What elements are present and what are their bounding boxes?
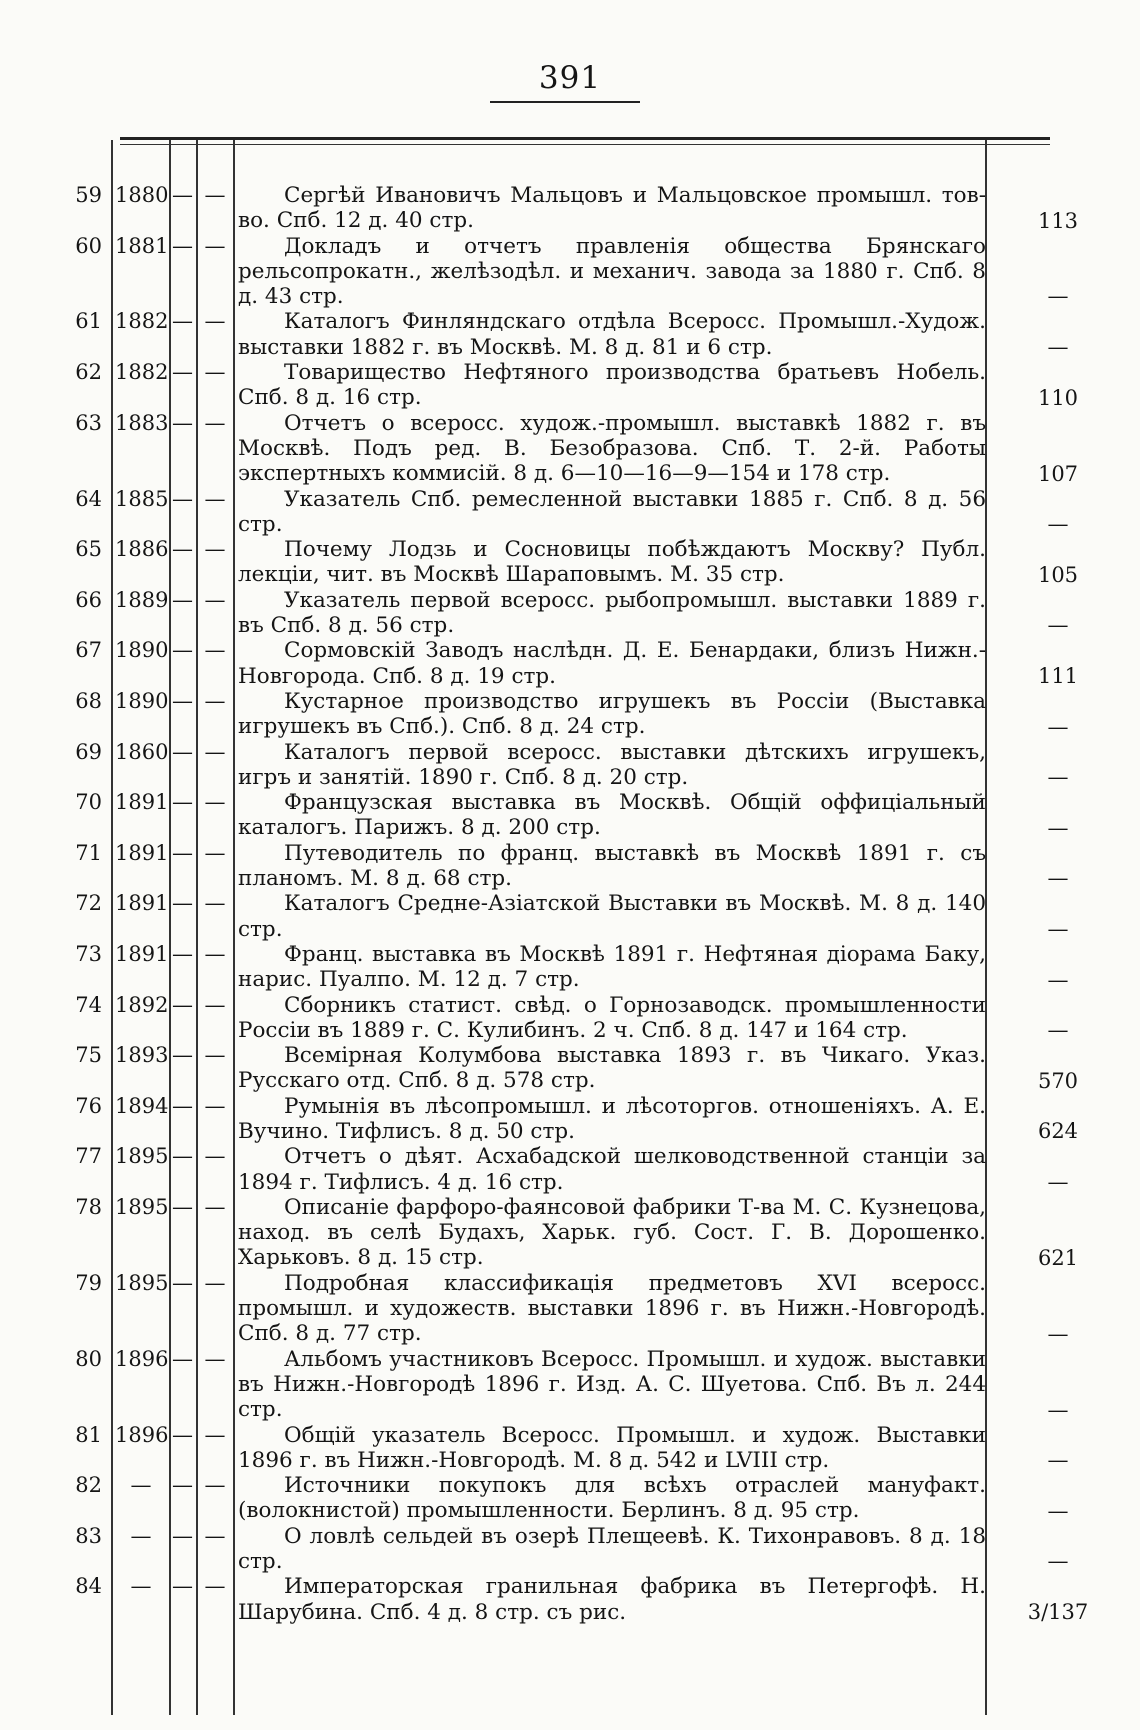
table-row bbox=[0, 993, 1140, 1044]
entry-reference: — bbox=[1047, 714, 1069, 739]
entry-number: 82 bbox=[75, 1473, 102, 1498]
entry-description: Сергѣй Ивановичъ Мальцовъ и Мальцовское промышл. тов-во. Спб. 12 д. 40 стр. bbox=[238, 183, 986, 234]
entry-year: 1889 bbox=[115, 587, 169, 612]
table-row bbox=[0, 689, 1140, 740]
entry-reference: 107 bbox=[1037, 461, 1079, 486]
entry-description: Каталогъ Средне-Азіатской Выставки въ Москвѣ. М. 8 д. 140 стр. bbox=[238, 891, 986, 942]
table-row bbox=[0, 1423, 1140, 1474]
entry-year: 1891 bbox=[115, 790, 169, 815]
entry-reference: — bbox=[1047, 1448, 1069, 1473]
entry-year: 1883 bbox=[115, 410, 169, 435]
entry-reference: — bbox=[1047, 335, 1069, 360]
entry-year: 1891 bbox=[115, 941, 169, 966]
table-row bbox=[0, 309, 1140, 360]
entry-reference: — bbox=[1047, 765, 1069, 790]
table-row bbox=[0, 1271, 1140, 1347]
entry-number: 77 bbox=[75, 1144, 102, 1169]
entry-number: 79 bbox=[75, 1270, 102, 1295]
entry-col-3: — bbox=[172, 891, 193, 916]
entry-year: 1891 bbox=[115, 891, 169, 916]
entry-number: 63 bbox=[75, 410, 102, 435]
entry-reference: — bbox=[1047, 1498, 1069, 1523]
table-row bbox=[0, 234, 1140, 310]
table-row bbox=[0, 942, 1140, 993]
entry-number: 60 bbox=[75, 233, 102, 258]
entry-description: Сборникъ статист. свѣд. о Горнозаводск. промышленности Россіи въ 1889 г. С. Кулибинъ. 2 ч. Спб. 8 д. 147 и 164 стр. bbox=[238, 992, 986, 1043]
entry-col-4: — bbox=[204, 1422, 226, 1447]
entry-number: 78 bbox=[75, 1194, 102, 1219]
entry-col-3: — bbox=[172, 360, 193, 385]
entry-year: 1894 bbox=[115, 1093, 169, 1118]
entry-description: Императорская гранильная фабрика въ Петергофѣ. Н. Шарубина. Спб. 4 д. 8 стр. съ рис. bbox=[238, 1574, 986, 1625]
entry-reference: — bbox=[1047, 916, 1069, 941]
entry-description: Франц. выставка въ Москвѣ 1891 г. Нефтяная діорама Баку, нарис. Пуалпо. М. 12 д. 7 стр. bbox=[238, 941, 986, 993]
entry-reference: — bbox=[1047, 815, 1069, 840]
entry-col-3: — bbox=[172, 1523, 193, 1548]
entry-reference: 3/137 bbox=[1027, 1599, 1089, 1624]
entry-col-4: — bbox=[204, 486, 226, 511]
table-row bbox=[0, 1347, 1140, 1423]
entry-col-4: — bbox=[204, 840, 226, 865]
entry-year: 1890 bbox=[115, 638, 169, 663]
entry-number: 84 bbox=[75, 1574, 102, 1599]
table-row bbox=[0, 891, 1140, 942]
entry-col-4: — bbox=[204, 1194, 226, 1219]
entry-description: Альбомъ участниковъ Всеросс. Промышл. и худож. выставки въ Нижн.-Новгородѣ 1896 г. Изд. А. С. Шуетова. Спб. Въ л. 244 стр. bbox=[238, 1346, 986, 1423]
entry-reference: — bbox=[1047, 613, 1069, 638]
entry-number: 80 bbox=[75, 1346, 102, 1371]
entry-col-4: — bbox=[204, 1043, 226, 1068]
entry-number: 67 bbox=[75, 638, 102, 663]
entry-description: Описаніе фарфоро-фаянсовой фабрики Т-ва М. С. Кузнецова, наход. въ селѣ Будахъ, Харьк. губ. Сост. Г. В. Дорошенко. Харьковъ. 8 д. 15 стр. bbox=[238, 1194, 986, 1271]
entry-reference: — bbox=[1047, 284, 1069, 309]
table-row bbox=[0, 841, 1140, 892]
entry-col-4: — bbox=[204, 688, 226, 713]
entry-number: 75 bbox=[75, 1043, 102, 1068]
entry-year: 1882 bbox=[115, 309, 169, 334]
entry-col-4: — bbox=[204, 537, 226, 562]
entry-col-4: — bbox=[204, 1093, 226, 1118]
entry-description: Всемірная Колумбова выставка 1893 г. въ Чикаго. Указ. Русскаго отд. Спб. 8 д. 578 стр. bbox=[238, 1043, 986, 1094]
table-row bbox=[0, 1524, 1140, 1575]
entry-year: 1895 bbox=[115, 1194, 169, 1219]
entry-col-3: — bbox=[172, 739, 193, 764]
entry-year: 1896 bbox=[115, 1346, 169, 1371]
entry-col-4: — bbox=[204, 410, 226, 435]
entry-reference: — bbox=[1047, 1549, 1069, 1574]
entry-number: 68 bbox=[75, 688, 102, 713]
entry-description: Сормовскій Заводъ наслѣдн. Д. Е. Бенардаки, близъ Нижн.-Новгорода. Спб. 8 д. 19 стр. bbox=[238, 638, 986, 689]
entry-year: 1896 bbox=[115, 1422, 169, 1447]
entry-description: Подробная классификація предметовъ XVI всеросс. промышл. и художеств. выставки 1896 г. въ Нижн.-Новгородѣ. Спб. 8 д. 77 стр. bbox=[238, 1270, 986, 1347]
entry-description: Товарищество Нефтяного производства братьевъ Нобель. Спб. 8 д. 16 стр. bbox=[238, 360, 986, 411]
entry-description: Отчетъ о всеросс. худож.-промышл. выставкѣ 1882 г. въ Москвѣ. Подъ ред. В. Безобразова. Спб. Т. 2-й. Работы экспертныхъ коммисій. 8 д. 6—10—16—9—154 и 178 стр. bbox=[238, 410, 986, 487]
table-row bbox=[0, 183, 1140, 234]
entry-reference: — bbox=[1047, 1018, 1069, 1043]
entry-year: — bbox=[130, 1473, 152, 1498]
table-row bbox=[0, 1144, 1140, 1195]
entry-col-3: — bbox=[172, 1043, 193, 1068]
entry-col-3: — bbox=[172, 1194, 193, 1219]
entry-reference: — bbox=[1047, 866, 1069, 891]
entry-number: 62 bbox=[75, 360, 102, 385]
entry-description: Кустарное производство игрушекъ въ Россіи (Выставка игрушекъ въ Спб.). Спб. 8 д. 24 стр. bbox=[238, 688, 986, 740]
entry-col-3: — bbox=[172, 587, 193, 612]
entry-number: 65 bbox=[75, 537, 102, 562]
entry-col-4: — bbox=[204, 233, 226, 258]
entry-col-3: — bbox=[172, 840, 193, 865]
entry-number: 81 bbox=[75, 1422, 102, 1447]
entry-col-4: — bbox=[204, 941, 226, 966]
table-row bbox=[0, 1473, 1140, 1524]
entry-reference: 105 bbox=[1037, 562, 1079, 587]
entry-col-4: — bbox=[204, 1473, 226, 1498]
entry-description: Указатель Спб. ремесленной выставки 1885 г. Спб. 8 д. 56 стр. bbox=[238, 486, 986, 537]
header-rule bbox=[120, 137, 1050, 140]
entry-col-4: — bbox=[204, 1574, 226, 1599]
page-number-rule bbox=[490, 101, 640, 103]
entry-year: 1893 bbox=[115, 1043, 169, 1068]
entry-number: 83 bbox=[75, 1523, 102, 1548]
entry-col-4: — bbox=[204, 1270, 226, 1295]
entry-col-3: — bbox=[172, 537, 193, 562]
entry-col-4: — bbox=[204, 638, 226, 663]
entry-year: — bbox=[130, 1523, 152, 1548]
page-number: 391 bbox=[538, 60, 602, 96]
entry-col-4: — bbox=[204, 1346, 226, 1371]
entry-year: 1886 bbox=[115, 537, 169, 562]
entry-col-4: — bbox=[204, 587, 226, 612]
table-row bbox=[0, 411, 1140, 487]
entry-number: 74 bbox=[75, 992, 102, 1017]
entry-year: 1891 bbox=[115, 840, 169, 865]
entry-col-4: — bbox=[204, 1144, 226, 1169]
entry-year: 1882 bbox=[115, 360, 169, 385]
entry-col-3: — bbox=[172, 638, 193, 663]
entry-col-4: — bbox=[204, 891, 226, 916]
entry-col-3: — bbox=[172, 486, 193, 511]
entry-col-3: — bbox=[172, 688, 193, 713]
entry-reference: — bbox=[1047, 512, 1069, 537]
entry-number: 70 bbox=[75, 790, 102, 815]
table-row bbox=[0, 487, 1140, 538]
table-row bbox=[0, 537, 1140, 588]
table-row bbox=[0, 740, 1140, 791]
entry-year: 1860 bbox=[115, 739, 169, 764]
entry-col-3: — bbox=[172, 1422, 193, 1447]
entry-year: 1890 bbox=[115, 688, 169, 713]
entry-description: Почему Лодзь и Сосновицы побѣждаютъ Москву? Публ. лекціи, чит. въ Москвѣ Шараповымъ. М. 35 стр. bbox=[238, 537, 986, 588]
entry-col-3: — bbox=[172, 410, 193, 435]
entry-col-3: — bbox=[172, 790, 193, 815]
entry-description: Отчетъ о дѣят. Асхабадской шелководственной станціи за 1894 г. Тифлисъ. 4 д. 16 стр. bbox=[238, 1144, 986, 1195]
entry-description: Французская выставка въ Москвѣ. Общій оффиціальный каталогъ. Парижъ. 8 д. 200 стр. bbox=[238, 790, 986, 841]
entry-reference: — bbox=[1047, 1397, 1069, 1422]
entry-year: 1880 bbox=[115, 183, 169, 207]
entry-col-4: — bbox=[204, 360, 226, 385]
entry-reference: 113 bbox=[1037, 208, 1079, 233]
entry-number: 72 bbox=[75, 891, 102, 916]
entry-year: 1892 bbox=[115, 992, 169, 1017]
entry-reference: 110 bbox=[1037, 385, 1079, 410]
entry-reference: 111 bbox=[1037, 663, 1079, 688]
entry-number: 61 bbox=[75, 309, 102, 334]
entry-year: 1895 bbox=[115, 1270, 169, 1295]
entry-number: 66 bbox=[75, 587, 102, 612]
table-row bbox=[0, 1195, 1140, 1271]
entry-reference: — bbox=[1047, 967, 1069, 992]
entry-number: 64 bbox=[75, 486, 102, 511]
entry-number: 73 bbox=[75, 941, 102, 966]
entry-col-3: — bbox=[172, 1346, 193, 1371]
entry-year: 1881 bbox=[115, 233, 169, 258]
entry-description: Докладъ и отчетъ правленія общества Брянскаго рельсопрокатн., желѣзодѣл. и механич. завода за 1880 г. Спб. 8 д. 43 стр. bbox=[238, 233, 986, 310]
entry-col-3: — bbox=[172, 309, 193, 334]
entry-description: Румынія въ лѣсопромышл. и лѣсоторгов. отношеніяхъ. А. Е. Вучино. Тифлисъ. 8 д. 50 стр. bbox=[238, 1093, 986, 1144]
entry-description: Путеводитель по франц. выставкѣ въ Москвѣ 1891 г. съ планомъ. М. 8 д. 68 стр. bbox=[238, 840, 986, 892]
header-rule-thin bbox=[120, 144, 1050, 145]
entry-description: Каталогъ Финляндскаго отдѣла Всеросс. Промышл.-Худож. выставки 1882 г. въ Москвѣ. М. 8 д. 81 и 6 стр. bbox=[238, 309, 986, 360]
entry-col-3: — bbox=[172, 183, 193, 207]
table-row bbox=[0, 1094, 1140, 1145]
entry-col-4: — bbox=[204, 739, 226, 764]
entry-description: Источники покупокъ для всѣхъ отраслей мануфакт. (волокнистой) промышленности. Берлинъ. 8 д. 95 стр. bbox=[238, 1473, 986, 1524]
entry-col-3: — bbox=[172, 941, 193, 966]
entry-description: О ловлѣ сельдей въ озерѣ Плещеевѣ. К. Тихонравовъ. 8 д. 18 стр. bbox=[238, 1523, 986, 1575]
table-row bbox=[0, 638, 1140, 689]
entry-number: 59 bbox=[75, 183, 102, 207]
entry-col-3: — bbox=[172, 1473, 193, 1498]
entry-reference: — bbox=[1047, 1169, 1069, 1194]
entry-year: — bbox=[130, 1574, 152, 1599]
entry-number: 69 bbox=[75, 739, 102, 764]
entry-col-3: — bbox=[172, 233, 193, 258]
entry-col-3: — bbox=[172, 1093, 193, 1118]
entry-description: Указатель первой всеросс. рыбопромышл. выставки 1889 г. въ Спб. 8 д. 56 стр. bbox=[238, 587, 986, 639]
entry-col-4: — bbox=[204, 992, 226, 1017]
entry-reference: — bbox=[1047, 1321, 1069, 1346]
entry-col-4: — bbox=[204, 1523, 226, 1548]
entry-col-4: — bbox=[204, 183, 226, 207]
table-row bbox=[0, 1043, 1140, 1094]
entry-col-4: — bbox=[204, 790, 226, 815]
entry-description: Каталогъ первой всеросс. выставки дѣтскихъ игрушекъ, игръ и занятій. 1890 г. Спб. 8 д. 20 стр. bbox=[238, 739, 986, 790]
entry-reference: 570 bbox=[1037, 1068, 1079, 1093]
table-row bbox=[0, 360, 1140, 411]
table-row bbox=[0, 588, 1140, 639]
table-row bbox=[0, 1574, 1140, 1625]
entry-col-3: — bbox=[172, 1574, 193, 1599]
entry-col-4: — bbox=[204, 309, 226, 334]
entry-col-3: — bbox=[172, 1270, 193, 1295]
entry-year: 1885 bbox=[115, 486, 169, 511]
table-row bbox=[0, 790, 1140, 841]
entry-number: 76 bbox=[75, 1093, 102, 1118]
entry-reference: 624 bbox=[1037, 1119, 1079, 1144]
entry-reference: 621 bbox=[1037, 1245, 1079, 1270]
entry-col-3: — bbox=[172, 1144, 193, 1169]
entry-year: 1895 bbox=[115, 1144, 169, 1169]
entries-table bbox=[0, 183, 1140, 1625]
entry-description: Общій указатель Всеросс. Промышл. и худож. Выставки 1896 г. въ Нижн.-Новгородѣ. М. 8 д. 542 и LVIII стр. bbox=[238, 1422, 986, 1473]
entry-number: 71 bbox=[75, 840, 102, 865]
entry-col-3: — bbox=[172, 992, 193, 1017]
